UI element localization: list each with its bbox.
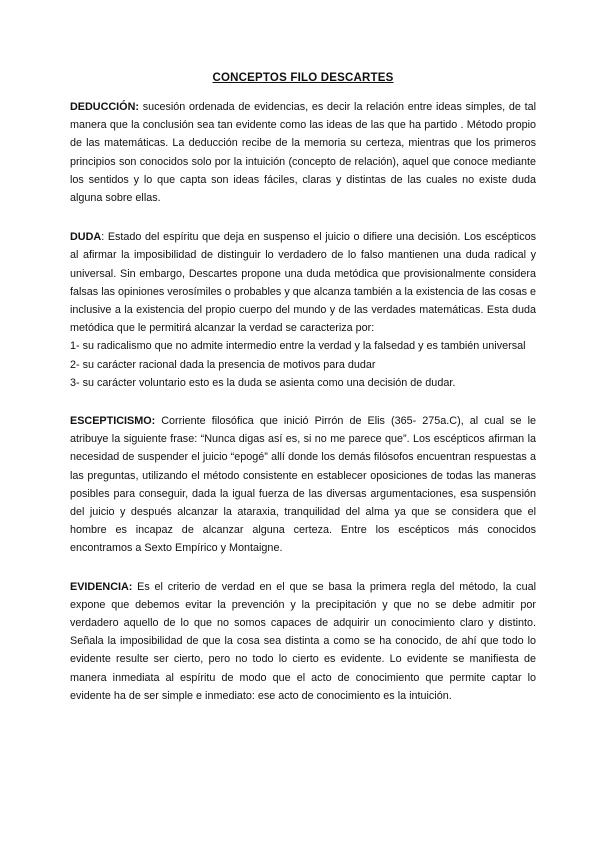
document-title: CONCEPTOS FILO DESCARTES — [212, 72, 394, 84]
term-escepticismo: ESCEPTICISMO: — [70, 415, 156, 428]
section-escepticismo — [70, 412, 536, 558]
evidencia-paragraph — [70, 578, 536, 705]
duda-text: : Estado del espíritu que deja en suspenso el juicio o difiere una decisión. Los escépticos al afirmar la imposibilidad de distinguir lo verdadero de lo falso mantienen una duda radical y universal. Sin embargo, Descartes propone una duda metódica que provisionalmente considera falsas las opiniones verosímiles o probables y que alcanza también a la existencia de las cosas e inclusive a la existencia del propio cuerpo del mundo y de las verdades matemáticas. Esta duda metódica que le permitirá alcanzar la verdad se caracteriza por: — [70, 231, 536, 335]
section-duda — [70, 228, 536, 392]
term-evidencia: EVIDENCIA: — [70, 580, 133, 593]
deduccion-text: sucesión ordenada de evidencias, es decir la relación entre ideas simples, de tal manera que la conclusión sea tan evidente como las ideas de las que ha partido . Método propio de las matemáticas. La deducción recibe de la memoria su certeza, mientras que los primeros principios son conocidos solo por la intuición (concepto de relación), aquel que conoce mediante los sentidos y lo que capta son ideas fáciles, claras y distintas de las cuales no existe duda alguna sobre ellas. — [70, 101, 536, 205]
document-page — [70, 72, 536, 727]
section-evidencia — [70, 578, 536, 705]
duda-list-item-1: 1- su radicalismo que no admite intermedio entre la verdad y la falsedad y es también universal — [70, 340, 526, 353]
duda-list-item-2: 2- su carácter racional dada la presencia de motivos para dudar — [70, 358, 376, 371]
evidencia-text: Es el criterio de verdad en el que se basa la primera regla del método, la cual expone que debemos evitar la prevención y la precipitación y que no se debe admitir por verdadero aquello de lo que no somos capaces de adquirir un conocimiento claro y distinto. Señala la imposibilidad de que la cosa sea distinta a como se ha conocido, de ahí que todo lo evidente resulte ser cierto, pero no todo lo cierto es evidente. Lo evidente se manifiesta de manera inmediata al espíritu de modo que el acto de conocimiento que permite captar lo evidente ha de ser simple e inmediato: ese acto de conocimiento es la intuición. — [70, 580, 536, 702]
term-deduccion: DEDUCCIÓN: — [70, 101, 139, 113]
deduccion-paragraph — [70, 98, 536, 207]
duda-list-item-3: 3- su carácter voluntario esto es la duda se asienta como una decisión de dudar. — [70, 376, 456, 389]
term-duda: DUDA — [70, 231, 102, 244]
section-deduccion — [70, 98, 536, 207]
escepticismo-text: Corriente filosófica que inició Pirrón de Elis (365- 275a.C), al cual se le atribuye la siguiente frase: “Nunca digas así es, si no me parece que”. Los escépticos afirman la necesidad de suspender el juicio “epogé” allí donde los demás filósofos encuentran respuestas a las preguntas, utilizando el método consistente en establecer oposiciones de todas las maneras posibles para conseguir, dada la igual fuerza de las diversas argumentaciones, esa suspensión del juicio y después alcanzar la ataraxia, tranquilidad del alma ya que se considera que el hombre es incapaz de alcanzar alguna certeza. Entre los escépticos más conocidos encontramos a Sexto Empírico y Montaigne. — [70, 415, 536, 555]
duda-paragraph — [70, 228, 536, 337]
escepticismo-paragraph — [70, 412, 536, 558]
